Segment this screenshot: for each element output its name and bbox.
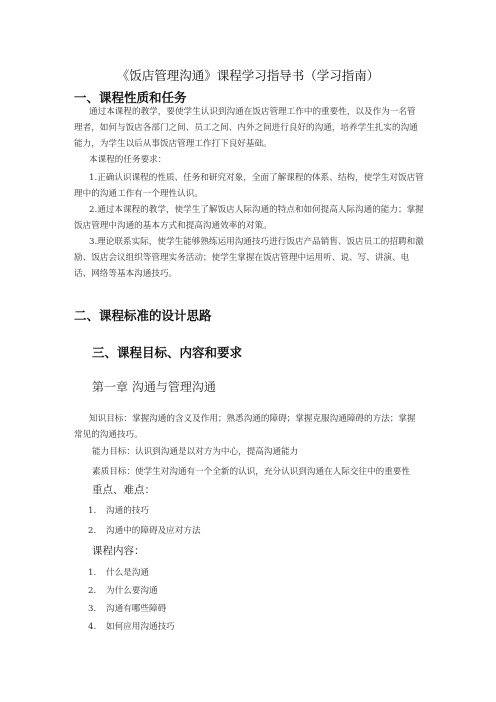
task-item-3: 3.理论联系实际，使学生能够熟练运用沟通技巧进行饭店产品销售、饭店员工的招聘和激励、饭店会议组织等管理实务活动；使学生掌握在饭店管理中运用听、说、写、讲演、电话、网络等基本沟通技巧。	[74, 237, 424, 279]
course-content-item: 1. 什么是沟通	[88, 568, 149, 578]
key-point-item: 1. 沟通的技巧	[88, 506, 149, 516]
quality-goal: 素质目标：使学生对沟通有一个全新的认识，充分认识到沟通在人际交往中的重要性	[92, 467, 410, 477]
ability-goal: 能力目标：认识到沟通是以对方为中心，提高沟通能力	[92, 447, 299, 457]
key-point-item: 2. 沟通中的障碍及应对方法	[88, 526, 201, 536]
section-heading-course-nature: 一、课程性质和任务	[74, 90, 187, 105]
task-item-2: 2.通过本课程的教学，使学生了解饭店人际沟通的特点和如何提高人际沟通的能力；掌握饭店管理中沟通的基本方式和提高沟通效率的对策。	[74, 205, 424, 231]
section-heading-design-approach: 二、课程标准的设计思路	[74, 308, 212, 323]
chapter-title: 第一章 沟通与管理沟通	[92, 380, 216, 394]
course-content-item: 3. 沟通有哪些障碍	[88, 604, 167, 614]
section-heading-goals: 三、课程目标、内容和要求	[92, 345, 243, 360]
task-item-1: 1.正确认识课程的性质、任务和研究对象，全面了解课程的体系、结构，使学生对饭店管理中的沟通工作有一个理性认识。	[74, 173, 424, 199]
course-content-heading: 课程内容：	[92, 545, 145, 557]
document-title: 《饭店管理沟通》课程学习指导书（学习指南）	[116, 68, 380, 83]
key-points-heading: 重点、难点：	[92, 484, 155, 496]
course-content-item: 2. 为什么要沟通	[88, 586, 158, 596]
knowledge-goal: 知识目标：掌握沟通的含义及作用；熟悉沟通的障碍；掌握克服沟通障碍的方法；掌握常见的沟通技巧。	[74, 414, 416, 440]
course-nature-paragraph: 通过本课程的教学，要使学生认识到沟通在饭店管理工作中的重要性，以及作为一名管理者，如何与饭店各部门之间、员工之间、内外之间进行良好的沟通，培养学生扎实的沟通能力，为学生以后从事饭店管理工作打下良好基础。	[74, 107, 418, 149]
course-content-item: 4. 如何应用沟通技巧	[88, 622, 175, 632]
task-intro: 本课程的任务要求：	[89, 155, 167, 165]
